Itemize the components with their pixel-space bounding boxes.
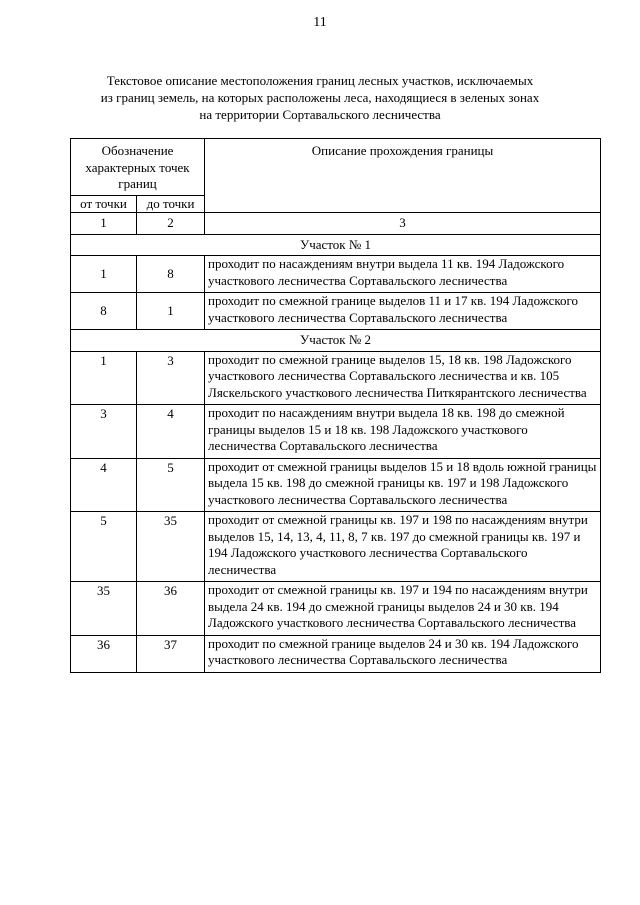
- from-point-cell: 8: [71, 293, 137, 330]
- from-point-cell: 1: [71, 351, 137, 405]
- description-cell: проходит по смежной границе выделов 24 и 30 кв. 194 Ладожского участкового лесничества Сортавальского лесничества: [205, 635, 601, 672]
- table-row: [71, 458, 601, 512]
- to-point-cell: 1: [137, 293, 205, 330]
- table-row: [71, 582, 601, 636]
- document-title: [60, 72, 580, 123]
- to-point-cell: 5: [137, 458, 205, 512]
- description-cell: проходит по насаждениям внутри выдела 18 кв. 198 до смежной границы выделов 15 и 18 кв. 198 Ладожского участкового лесничества Сортавальского лесничества: [205, 405, 601, 459]
- from-point-cell: 4: [71, 458, 137, 512]
- section-header-row: [71, 234, 601, 256]
- column-number: 1: [71, 213, 137, 235]
- section-label: Участок № 1: [71, 234, 601, 256]
- description-cell: проходит от смежной границы кв. 197 и 194 по насаждениям внутри выдела 24 кв. 194 до смежной границы выделов 24 и 30 кв. 194 Ладожского участкового лесничества Сортавальского лесничества: [205, 582, 601, 636]
- from-point-cell: 1: [71, 256, 137, 293]
- column-number-row: [71, 213, 601, 235]
- to-point-cell: 3: [137, 351, 205, 405]
- from-point-cell: 36: [71, 635, 137, 672]
- to-point-cell: 36: [137, 582, 205, 636]
- description-cell: проходит по смежной границе выделов 11 и 17 кв. 194 Ладожского участкового лесничества Сортавальского лесничества: [205, 293, 601, 330]
- description-header: Описание прохождения границы: [205, 139, 601, 213]
- table-row: [71, 293, 601, 330]
- description-cell: проходит по смежной границе выделов 15, 18 кв. 198 Ладожского участкового лесничества Сортавальского лесничества и кв. 105 Ляскельского участкового лесничества Питкярантского лесничества: [205, 351, 601, 405]
- table-row: [71, 405, 601, 459]
- description-cell: проходит от смежной границы выделов 15 и 18 вдоль южной границы выдела 15 кв. 198 до смежной границы кв. 197 и 198 Ладожского участкового лесничества Сортавальского лесничества: [205, 458, 601, 512]
- table-body: [71, 234, 601, 672]
- from-point-cell: 35: [71, 582, 137, 636]
- description-cell: проходит по насаждениям внутри выдела 11 кв. 194 Ладожского участкового лесничества Сортавальского лесничества: [205, 256, 601, 293]
- to-point-cell: 37: [137, 635, 205, 672]
- to-point-header: до точки: [137, 195, 205, 213]
- section-header-row: [71, 330, 601, 352]
- column-number: 2: [137, 213, 205, 235]
- description-cell: проходит от смежной границы кв. 197 и 198 по насаждениям внутри выделов 15, 14, 13, 4, 11, 8, 7 кв. 197 до смежной границы кв. 197 и 194 Ладожского участкового лесничества Сортавальского лесничества: [205, 512, 601, 582]
- table-row: [71, 351, 601, 405]
- table-row: [71, 512, 601, 582]
- boundary-table: [70, 138, 601, 673]
- page-number: 11: [313, 15, 327, 30]
- section-label: Участок № 2: [71, 330, 601, 352]
- column-number: 3: [205, 213, 601, 235]
- to-point-cell: 4: [137, 405, 205, 459]
- from-point-header: от точки: [71, 195, 137, 213]
- table-row: [71, 256, 601, 293]
- title-line-3: на территории Сортавальского лесничества: [199, 107, 441, 122]
- from-point-cell: 3: [71, 405, 137, 459]
- table-row: [71, 635, 601, 672]
- from-point-cell: 5: [71, 512, 137, 582]
- title-line-2: из границ земель, на которых расположены леса, находящиеся в зеленых зонах: [100, 90, 540, 105]
- points-group-header: Обозначение характерных точек границ: [71, 139, 205, 196]
- to-point-cell: 35: [137, 512, 205, 582]
- to-point-cell: 8: [137, 256, 205, 293]
- title-line-1: Текстовое описание местоположения границ лесных участков, исключаемых: [106, 73, 534, 88]
